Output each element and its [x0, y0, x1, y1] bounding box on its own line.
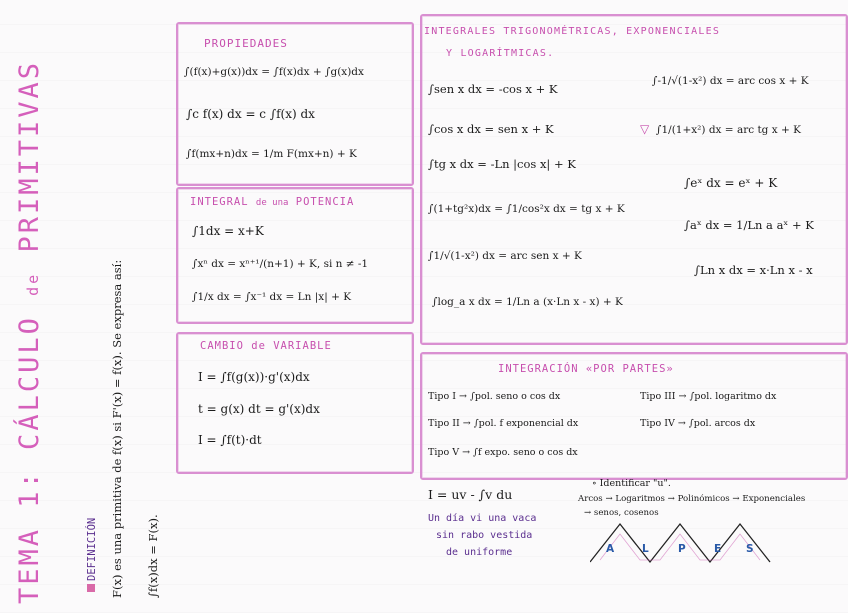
title-end: PRIMITIVAS: [14, 59, 45, 253]
definicion-label-wrap: [86, 518, 98, 592]
alpes-e: E: [714, 543, 722, 555]
propiedades-title: PROPIEDADES: [204, 37, 288, 50]
alpes-s: S: [746, 543, 754, 555]
potencia-title-c: POTENCIA: [295, 196, 355, 208]
potencia-line-1: ∫1dx = x+K: [192, 224, 264, 238]
partes-tipo-3: Tipo III → ∫pol. logaritmo dx: [640, 391, 777, 402]
propiedades-line-2: ∫c f(x) dx = c ∫f(x) dx: [186, 107, 315, 121]
bookmark-icon: [87, 584, 95, 592]
trig-left-6: ∫log_a x dx = 1/Ln a (x·Ln x - x) + K: [432, 296, 623, 308]
trig-title-2: Y LOGARÍTMICAS.: [446, 48, 555, 59]
cambio-title: CAMBIO de VARIABLE: [200, 340, 332, 352]
partes-tipo-5: Tipo V → ∫f expo. seno o cos dx: [428, 447, 578, 458]
definicion-label: DEFINICIÓN: [86, 517, 98, 581]
trig-right-2: ∫1/(1+x²) dx = arc tg x + K: [656, 124, 801, 136]
potencia-title-b: de una: [255, 198, 289, 208]
trig-left-5: ∫1/√(1-x²) dx = arc sen x + K: [428, 250, 582, 262]
trig-right-5: ∫Ln x dx = x·Ln x - x: [694, 263, 813, 277]
trig-right-3: ∫eˣ dx = eˣ + K: [684, 176, 778, 190]
alpes-order: Arcos → Logaritmos → Polinómicos → Exponenciales: [578, 494, 806, 504]
potencia-line-2: ∫xⁿ dx = xⁿ⁺¹/(n+1) + K, si n ≠ -1: [192, 258, 369, 270]
cambio-line-1: I = ∫f(g(x))·g'(x)dx: [198, 370, 310, 384]
partes-tipo-1: Tipo I → ∫pol. seno o cos dx: [428, 391, 561, 402]
potencia-title: [190, 196, 354, 208]
alpes-mountains: [590, 514, 780, 564]
mnemonic-1: Un día vi una vaca: [428, 513, 537, 524]
title-de: de: [24, 271, 42, 296]
partes-title: INTEGRACIÓN «POR PARTES»: [498, 363, 674, 375]
definicion-text: F(x) es una primitiva de f(x) si F'(x) = f(x). Se expresa así:: [110, 259, 124, 598]
propiedades-line-3: ∫f(mx+n)dx = 1/m F(mx+n) + K: [186, 148, 357, 160]
trig-left-4: ∫(1+tg²x)dx = ∫1/cos²x dx = tg x + K: [428, 203, 625, 215]
title-vertical: [14, 60, 45, 604]
mnemonic-3: de uniforme: [446, 547, 513, 558]
trig-title-1: INTEGRALES TRIGONOMÉTRICAS, EXPONENCIALES: [424, 26, 721, 37]
sparkle-icon: ▽: [640, 122, 650, 136]
potencia-title-a: INTEGRAL: [190, 196, 249, 208]
partes-tipo-2: Tipo II → ∫pol. f exponencial dx: [428, 418, 579, 429]
trig-right-1: ∫-1/√(1-x²) dx = arc cos x + K: [652, 75, 809, 87]
definicion-formula: ∫f(x)dx = F(x).: [146, 514, 160, 598]
trig-left-3: ∫tg x dx = -Ln |cos x| + K: [428, 157, 576, 171]
cambio-line-3: I = ∫f(t)·dt: [198, 433, 262, 447]
trig-right-4: ∫aˣ dx = 1/Ln a aˣ + K: [684, 218, 814, 232]
identify-u: ∘ Identificar "u".: [592, 478, 671, 489]
trig-left-1: ∫sen x dx = -cos x + K: [428, 82, 558, 96]
partes-tipo-4: Tipo IV → ∫pol. arcos dx: [640, 418, 756, 429]
propiedades-line-1: ∫(f(x)+g(x))dx = ∫f(x)dx + ∫g(x)dx: [184, 66, 364, 78]
alpes-order-2: → senos, cosenos: [584, 508, 659, 518]
trig-left-2: ∫cos x dx = sen x + K: [428, 122, 554, 136]
partes-formula: I = uv - ∫v du: [428, 487, 513, 502]
potencia-line-3: ∫1/x dx = ∫x⁻¹ dx = Ln |x| + K: [192, 291, 352, 303]
title-main: CÁLCULO: [14, 315, 45, 450]
alpes-l: L: [642, 543, 649, 555]
alpes-a: A: [606, 543, 615, 555]
mnemonic-2: sin rabo vestida: [436, 530, 533, 541]
alpes-p: P: [678, 543, 686, 555]
title-prefix: TEMA 1:: [14, 469, 45, 604]
cambio-line-2: t = g(x) dt = g'(x)dx: [198, 402, 320, 416]
